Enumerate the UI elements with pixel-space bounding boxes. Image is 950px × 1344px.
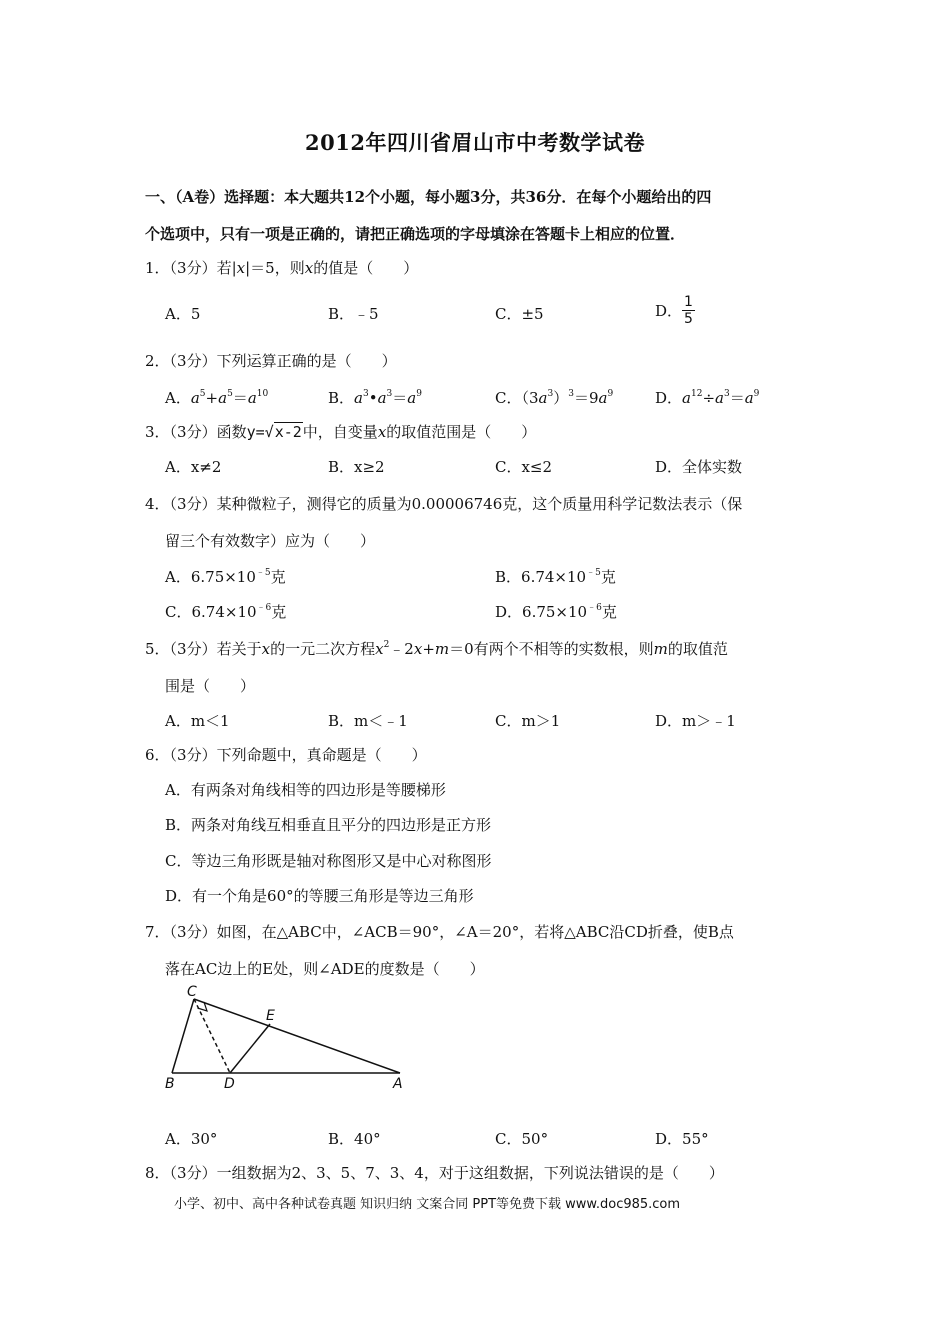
q2-option-b: B．$a^3•a^3=a^9$ [328, 389, 422, 407]
sqrt-expression: y=√x-2 [246, 423, 302, 441]
q4-option-b: B．$6.74\times 10^{﹣5}$克 [495, 568, 616, 586]
segment-bc [172, 999, 194, 1073]
question-8: 8．（3分）一组数据为2、3、5、7、3、4，对于这组数据，下列说法错误的是（ ） [145, 1164, 724, 1182]
question-5-line2: 围是（ ） [165, 677, 256, 695]
question-2: 2．（3分）下列运算正确的是（ ） [145, 352, 397, 370]
triangle-diagram [160, 982, 420, 1094]
question-4: 4．（3分）某种微粒子，测得它的质量为0.00006746克，这个质量用科学记数法表示（保 [145, 495, 743, 513]
q2-option-d: D．$a^{12}\div a^3=a^9$ [655, 389, 760, 407]
question-3: 3．（3分）函数y=√x-2中，自变量x的取值范围是（ ） [145, 423, 537, 441]
q1-option-c: C．±5 [495, 305, 544, 323]
segment-de [230, 1024, 270, 1073]
question-1: 1．（3分）若|x|＝5，则x的值是（ ） [145, 259, 419, 277]
label-d: D [224, 1076, 235, 1092]
q6-option-c: C．等边三角形既是轴对称图形又是中心对称图形 [165, 852, 492, 870]
q3-option-b: B．x≥2 [328, 458, 385, 476]
label-c: C [187, 984, 197, 1000]
q6-option-b: B．两条对角线互相垂直且平分的四边形是正方形 [165, 816, 492, 834]
label-e: E [266, 1008, 275, 1024]
section-header-line1: 一、（A卷）选择题：本大题共12个小题，每小题3分，共36分．在每个小题给出的四 [145, 188, 712, 206]
question-6: 6．（3分）下列命题中，真命题是（ ） [145, 746, 427, 764]
label-b: B [165, 1076, 175, 1092]
q6-option-d: D．有一个角是60°的等腰三角形是等边三角形 [165, 887, 474, 905]
question-7: 7．（3分）如图，在△ABC中，∠ACB＝90°，∠A＝20°，若将△ABC沿CD折叠，使B点 [145, 923, 734, 941]
q1-option-a: A．5 [165, 305, 201, 323]
q1-option-b: B．﹣5 [328, 305, 379, 323]
q7-option-b: B．40° [328, 1130, 381, 1148]
label-a: A [393, 1076, 403, 1092]
question-5: 5．（3分）若关于x的一元二次方程$x^2﹣2x+m=0$有两个不相等的实数根，则m的取值范 [145, 640, 728, 658]
q5-option-b: B．m＜﹣1 [328, 712, 408, 730]
q2-option-a: A．$a^5+a^5=a^{10}$ [165, 389, 269, 407]
q7-option-a: A．30° [165, 1130, 218, 1148]
section-header-line2: 个选项中，只有一项是正确的，请把正确选项的字母填涂在答题卡上相应的位置． [145, 225, 686, 243]
q5-option-d: D．m＞﹣1 [655, 712, 736, 730]
q5-option-a: A．m＜1 [165, 712, 230, 730]
q7-option-d: D．55° [655, 1130, 709, 1148]
q6-option-a: A．有两条对角线相等的四边形是等腰梯形 [165, 781, 446, 799]
q5-option-c: C．m＞1 [495, 712, 561, 730]
footer-ad[interactable]: 小学、初中、高中各种试卷真题 知识归纳 文案合同 PPT等免费下载 www.doc985.com [174, 1197, 681, 1212]
q4-option-a: A．$6.75\times 10^{﹣5}$克 [165, 568, 286, 586]
fraction-one-fifth: $\frac{1}{5}$ [684, 294, 693, 327]
question-7-line2: 落在AC边上的E处，则∠ADE的度数是（ ） [165, 960, 485, 978]
q4-option-c: C．$6.74\times 10^{﹣6}$克 [165, 603, 287, 621]
q4-option-d: D．$6.75\times 10^{﹣6}$克 [495, 603, 617, 621]
q2-option-c: C．$(3a^3)^3=9a^9$ [495, 389, 614, 407]
q3-option-d: D．全体实数 [655, 458, 743, 476]
q7-option-c: C．50° [495, 1130, 549, 1148]
q3-option-a: A．x≠2 [165, 458, 222, 476]
q1-option-d: D． $\frac{1}{5}$ [655, 294, 693, 327]
q3-option-c: C．x≤2 [495, 458, 553, 476]
question-4-line2: 留三个有效数字）应为（ ） [165, 532, 376, 550]
page-title: 2012年四川省眉山市中考数学试卷 [305, 130, 645, 155]
